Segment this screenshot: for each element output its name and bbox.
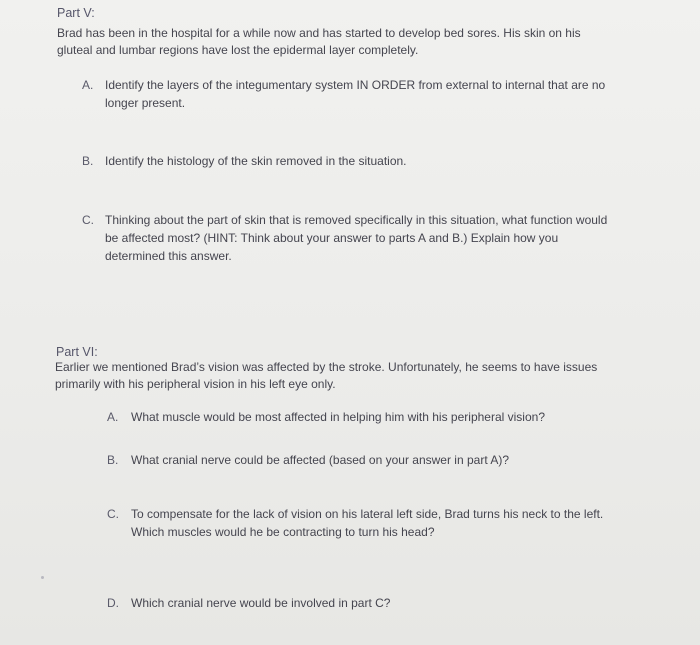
part-v-intro-line: gluteal and lumbar regions have lost the epidermal layer completely. — [57, 43, 419, 57]
part-vi-intro — [55, 359, 597, 393]
part-vi-question-a — [107, 408, 687, 426]
part-vi-intro-line: Earlier we mentioned Brad’s vision was affected by the stroke. Unfortunately, he seems to have issues — [55, 360, 598, 374]
question-label: D. — [107, 596, 119, 610]
question-text: Identify the layers of the integumentary system IN ORDER from external to internal that are no — [105, 78, 606, 92]
question-text: be affected most? (HINT: Think about your answer to parts A and B.) Explain how you — [105, 231, 559, 245]
part-v-question-c — [82, 211, 682, 265]
question-text: Which cranial nerve would be involved in part C? — [131, 596, 391, 610]
part-v-heading: Part V: — [57, 6, 95, 20]
question-label: A. — [107, 410, 119, 424]
question-text: What muscle would be most affected in helping him with his peripheral vision? — [131, 410, 545, 424]
part-v-intro-line: Brad has been in the hospital for a while now and has started to develop bed sores. His skin on his — [57, 26, 581, 40]
part-vi-intro-line: primarily with his peripheral vision in his left eye only. — [55, 377, 336, 391]
part-vi-question-c — [107, 505, 687, 541]
stray-dot — [41, 576, 44, 579]
question-text: What cranial nerve could be affected (based on your answer in part A)? — [131, 453, 509, 467]
question-label: C. — [107, 507, 119, 521]
question-label: A. — [82, 78, 94, 92]
part-vi-heading: Part VI: — [56, 345, 98, 359]
part-vi-question-d — [107, 594, 687, 612]
question-text: Thinking about the part of skin that is removed specifically in this situation, what function would — [105, 213, 608, 227]
question-text: determined this answer. — [105, 249, 232, 263]
question-label: B. — [107, 453, 119, 467]
part-v-question-a — [82, 76, 682, 112]
part-v-intro — [57, 25, 581, 59]
question-text: To compensate for the lack of vision on his lateral left side, Brad turns his neck to the left. — [131, 507, 604, 521]
question-text: Which muscles would he be contracting to turn his head? — [131, 525, 435, 539]
part-v-question-b — [82, 152, 682, 170]
question-label: B. — [82, 154, 94, 168]
question-text: Identify the histology of the skin removed in the situation. — [105, 154, 407, 168]
question-label: C. — [82, 213, 94, 227]
question-text: longer present. — [105, 96, 186, 110]
part-vi-question-b — [107, 451, 687, 469]
